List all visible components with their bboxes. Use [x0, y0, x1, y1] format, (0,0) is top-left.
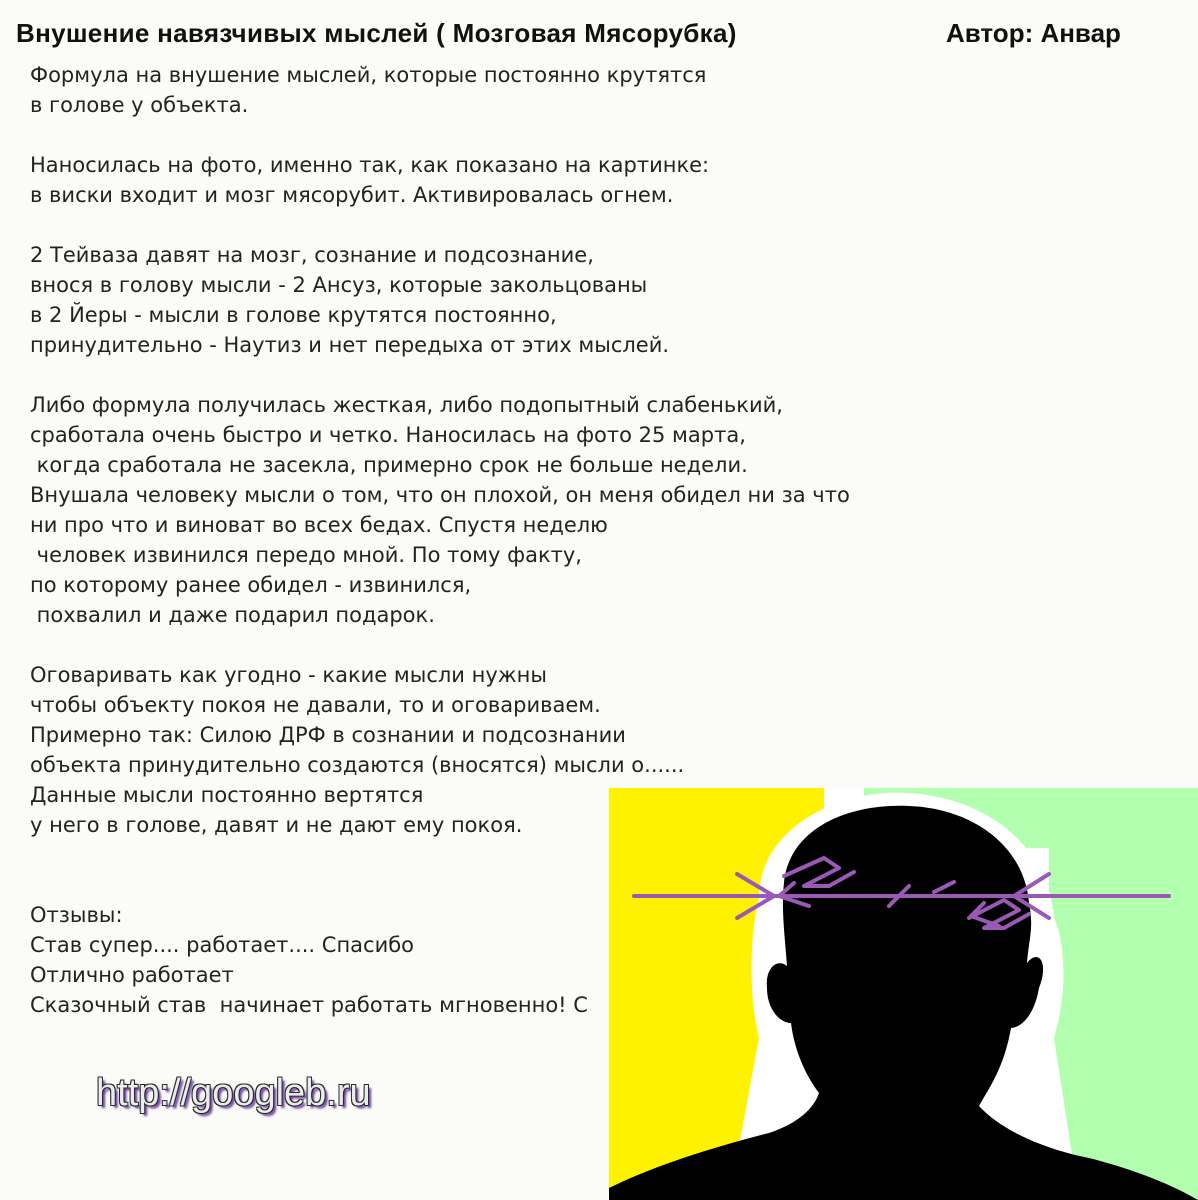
text-line: в виски входит и мозг мясорубит. Активировалась огнем. — [30, 183, 674, 207]
text-line: по которому ранее обидел - извинился, — [30, 573, 472, 597]
text-line: объекта принудительно создаются (вносятся) мысли о...... — [30, 753, 685, 777]
author-label: Автор: Анвар — [946, 18, 1121, 48]
review-item: Отлично работает — [30, 963, 234, 987]
text-line: Либо формула получилась жесткая, либо подопытный слабенький, — [30, 393, 783, 417]
text-line: Формула на внушение мыслей, которые постоянно крутятся — [30, 63, 707, 87]
review-item: Став супер.... работает.... Спасибо — [30, 933, 415, 957]
text-line: 2 Тейваза давят на мозг, сознание и подсознание, — [30, 243, 594, 267]
silhouette-illustration — [609, 788, 1198, 1200]
text-line: ни про что и виноват во всех бедах. Спустя неделю — [30, 513, 608, 537]
text-line: похвалил и даже подарил подарок. — [30, 603, 435, 627]
text-line: Данные мысли постоянно вертятся — [30, 783, 424, 807]
text-line: Примерно так: Силою ДРФ в сознании и подсознании — [30, 723, 626, 747]
paragraph-intro — [30, 60, 930, 120]
silhouette-photo — [609, 788, 1198, 1200]
text-line: принудительно - Наутиз и нет передыха от этих мыслей. — [30, 333, 670, 357]
reviews-section — [30, 900, 588, 1020]
article-body — [30, 60, 930, 870]
paragraph-application — [30, 150, 930, 210]
paragraph-result — [30, 390, 930, 630]
text-line: у него в голове, давят и не дают ему покоя. — [30, 813, 523, 837]
text-line: человек извинился передо мной. По тому факту, — [30, 543, 582, 567]
text-line: чтобы объекту покоя не давали, то и оговариваем. — [30, 693, 601, 717]
text-line: сработала очень быстро и четко. Наносилась на фото 25 марта, — [30, 423, 746, 447]
text-line: Оговаривать как угодно - какие мысли нужны — [30, 663, 547, 687]
text-line: в голове у объекта. — [30, 93, 249, 117]
paragraph-runes — [30, 240, 930, 360]
page-title: Внушение навязчивых мыслей ( Мозговая Мясорубка) — [16, 18, 737, 48]
text-line: внося в голову мысли - 2 Ансуз, которые закольцованы — [30, 273, 648, 297]
text-line: в 2 Йеры - мысли в голове крутятся постоянно, — [30, 303, 557, 327]
text-line: Внушала человеку мысли о том, что он плохой, он меня обидел ни за что — [30, 483, 850, 507]
review-item: Сказочный став начинает работать мгновенно! С — [30, 993, 588, 1017]
text-line: Наносилась на фото, именно так, как показано на картинке: — [30, 153, 710, 177]
site-url-link[interactable]: http://googleb.ru — [96, 1072, 371, 1114]
text-line: когда сработала не засекла, примерно срок не больше недели. — [30, 453, 748, 477]
reviews-heading: Отзывы: — [30, 903, 123, 927]
